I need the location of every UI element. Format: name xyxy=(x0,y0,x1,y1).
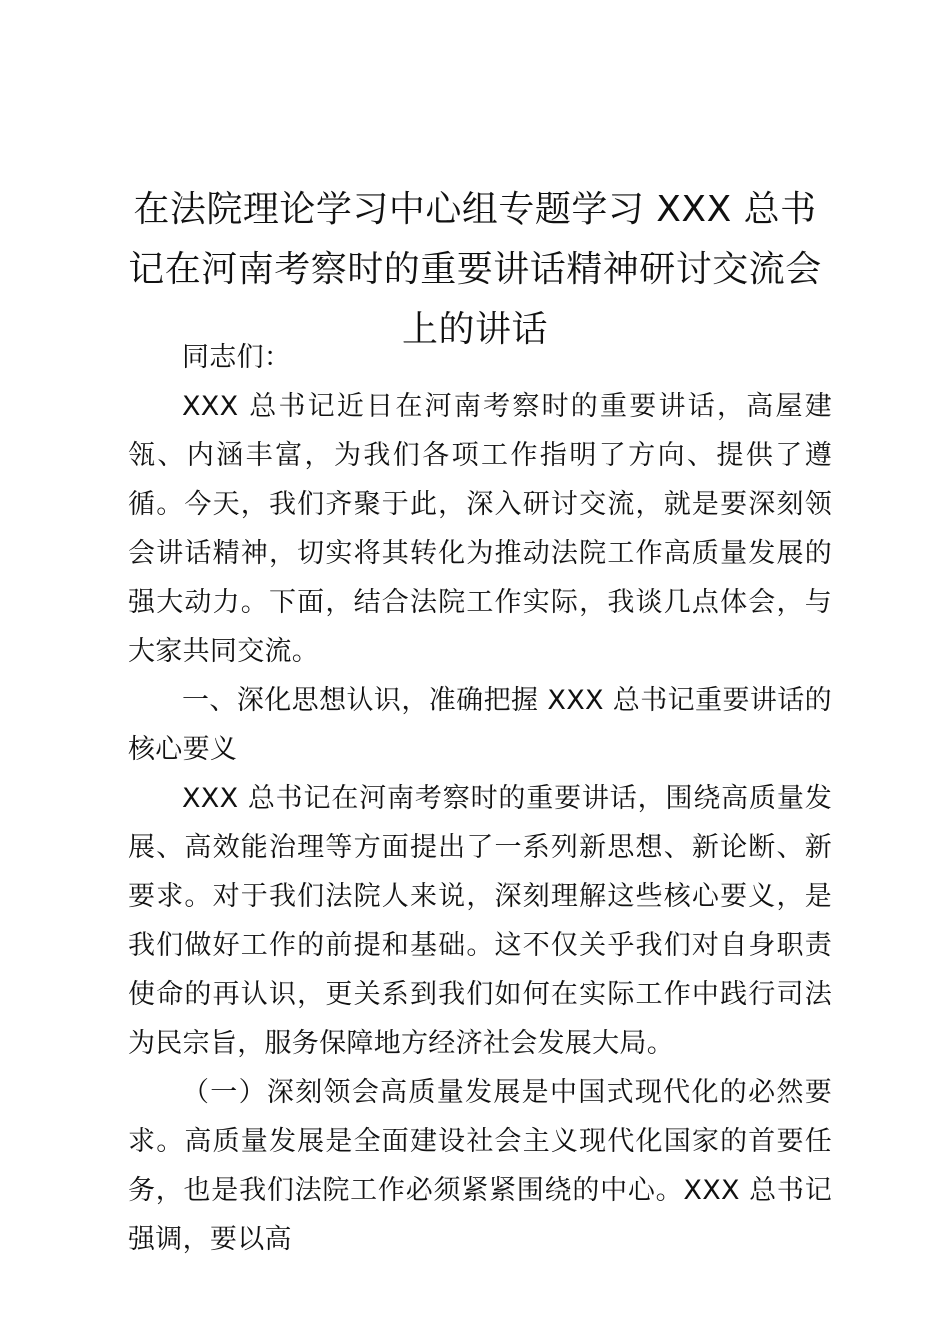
document-body xyxy=(128,333,832,1264)
paragraph-intro: XXX 总书记近日在河南考察时的重要讲话，高屋建瓴、内涵丰富，为我们各项工作指明了方向、提供了遵循。今天，我们齐聚于此，深入研讨交流，就是要深刻领会讲话精神，切实将其转化为推动法院工作高质量发展的强大动力。下面，结合法院工作实际，我谈几点体会，与大家共同交流。 xyxy=(128,391,832,667)
section-heading-1: 一、深化思想认识，准确把握 XXX 总书记重要讲话的核心要义 xyxy=(128,685,832,765)
paragraph-subsection-1: （一）深刻领会高质量发展是中国式现代化的必然要求。高质量发展是全面建设社会主义现代化国家的首要任务，也是我们法院工作必须紧紧围绕的中心。XXX 总书记强调，要以高 xyxy=(128,1077,832,1255)
document-title: 在法院理论学习中心组专题学习 XXX 总书记在河南考察时的重要讲话精神研讨交流会上的讲话 xyxy=(128,189,822,350)
paragraph-section-1: XXX 总书记在河南考察时的重要讲话，围绕高质量发展、高效能治理等方面提出了一系列新思想、新论断、新要求。对于我们法院人来说，深刻理解这些核心要义，是我们做好工作的前提和基础。这不仅关乎我们对自身职责使命的再认识，更关系到我们如何在实际工作中践行司法为民宗旨，服务保障地方经济社会发展大局。 xyxy=(128,783,832,1059)
salutation: 同志们： xyxy=(182,342,292,373)
